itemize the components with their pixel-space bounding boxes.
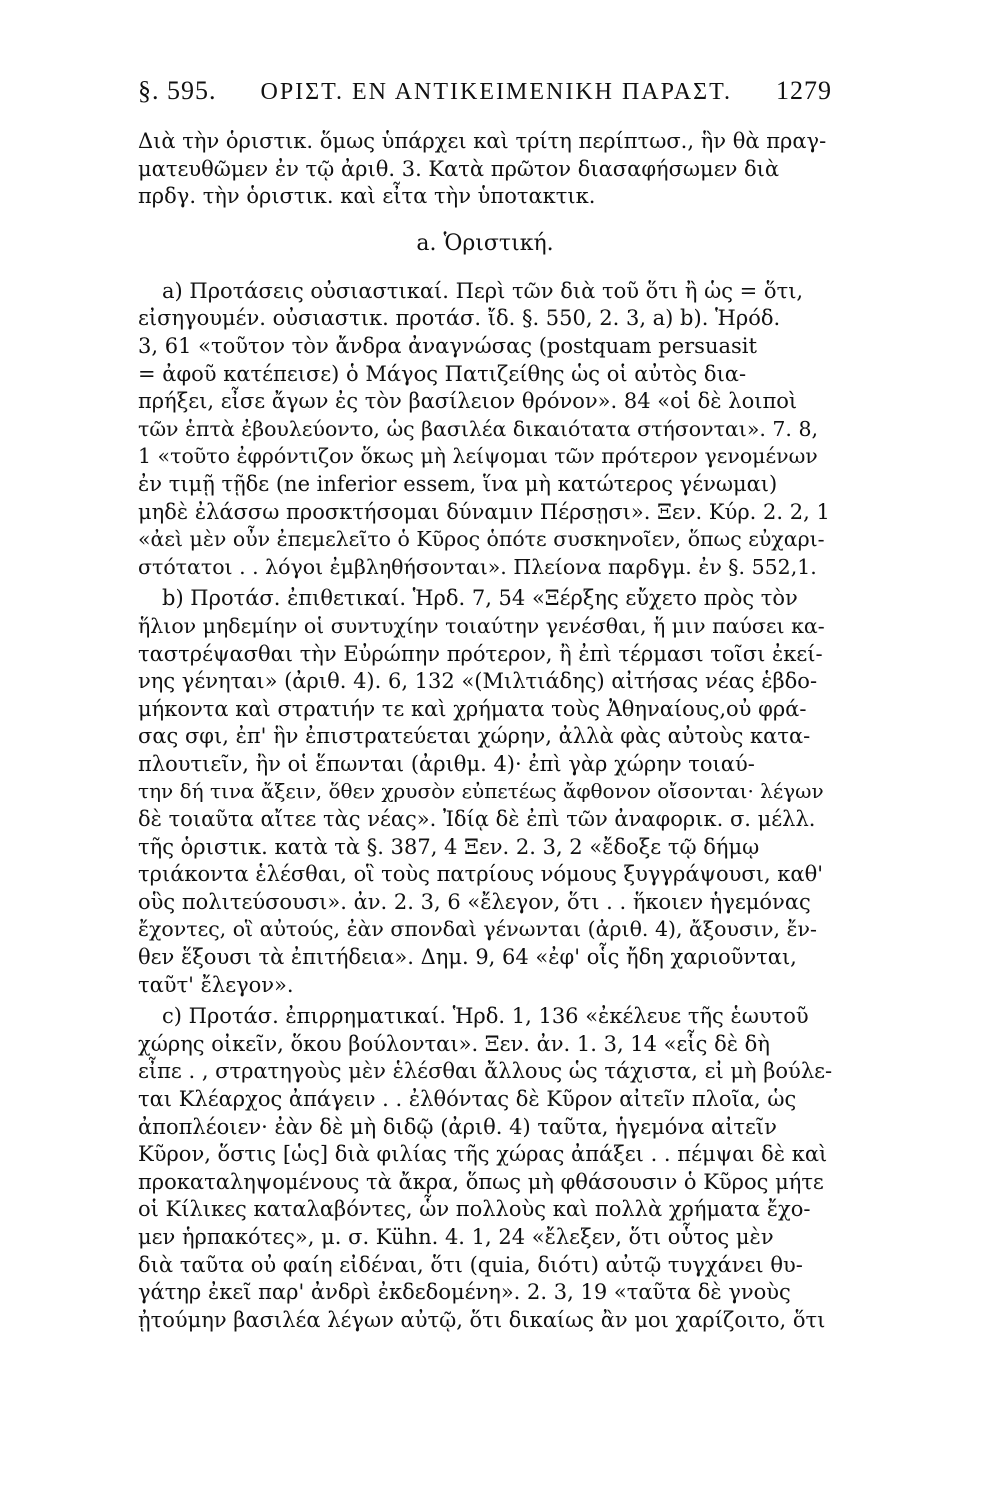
- paragraph-c: [138, 1003, 832, 1334]
- text-line: 3, 61 «τοῦτον τὸν ἄνδρα ἀναγνώσας (postquam persuasit: [138, 333, 757, 358]
- text-line: ἥλιον μηδεμίην οἱ συντυχίην τοιαύτην γενέσθαι, ἥ μιν παύσει κα-: [138, 613, 825, 638]
- text-line: μηδὲ ἐλάσσω προσκτήσομαι δύναμιν Πέρσῃσι». Ξεν. Κύρ. 2. 2, 1: [138, 499, 830, 524]
- text-line: οὓς πολιτεύσουσι». ἀν. 2. 3, 6 «ἔλεγον, ὅτι . . ἥκοιεν ἡγεμόνας: [138, 889, 811, 914]
- text-line: c) Προτάσ. ἐπιρρηματικαί. Ἡρδ. 1, 136 «ἐκέλευε τῆς ἑωυτοῦ: [162, 1004, 809, 1029]
- text-line: a) Προτάσεις οὐσιαστικαί. Περὶ τῶν διὰ τοῦ ὅτι ἢ ὡς = ὅτι,: [162, 278, 804, 303]
- paragraph-a: [138, 278, 832, 582]
- text-line: ἀποπλέοιεν· ἐὰν δὲ μὴ διδῷ (ἀριθ. 4) ταῦτα, ἡγεμόνα αἰτεῖν: [138, 1114, 777, 1139]
- text-line: ματευθῶμεν ἐν τῷ ἀριθ. 3. Κατὰ πρῶτον διασαφήσωμεν διὰ: [138, 156, 780, 181]
- text-line: θεν ἕξουσι τὰ ἐπιτήδεια». Δημ. 9, 64 «ἐφ' οἷς ἤδη χαριοῦνται,: [138, 945, 797, 970]
- running-title: ΟΡΙΣΤ. ΕΝ ΑΝΤΙΚΕΙΜΕΝΙΚΗ ΠΑΡΑΣΤ.: [260, 79, 732, 105]
- text-line: δὲ τοιαῦτα αἴτεε τὰς νέας». Ἰδίᾳ δὲ ἐπὶ τῶν ἀναφορικ. σ. μέλλ.: [138, 807, 816, 832]
- text-line: Κῦρον, ὅστις [ὡς] διὰ φιλίας τῆς χώρας ἀπάξει . . πέμψαι δὲ καὶ: [138, 1142, 828, 1167]
- text-line: μήκοντα καὶ στρατιήν τε καὶ χρήματα τοὺς Ἀθηναίους,οὐ φρά-: [138, 696, 807, 721]
- text-line: τῶν ἑπτὰ ἐβουλεύοντο, ὡς βασιλέα δικαιότατα στήσονται». 7. 8,: [138, 416, 819, 441]
- text-line: πρήξει, εἶσε ἄγων ἐς τὸν βασίλειον θρόνον». 84 «οἱ δὲ λοιποὶ: [138, 389, 798, 414]
- text-line: ᾐτούμην βασιλέα λέγων αὐτῷ, ὅτι δικαίως ἂν μοι χαρίζοιτο, ὅτι: [138, 1307, 826, 1332]
- text-line: «ἀεὶ μὲν οὖν ἐπεμελεῖτο ὁ Κῦρος ὁπότε συσκηνοῖεν, ὅπως εὐχαρι-: [138, 527, 825, 552]
- paragraph-b: [138, 585, 832, 999]
- text-line: νης γένηται» (ἀριθ. 4). 6, 132 «(Μιλτιάδης) αἰτήσας νέας ἑβδο-: [138, 669, 818, 694]
- text-line: ἔχοντες, οἳ αὐτούς, ἐὰν σπονδαὶ γένωνται (ἀριθ. 4), ἄξουσιν, ἔν-: [138, 917, 817, 942]
- text-line: μεν ἡρπακότες», μ. σ. Kühn. 4. 1, 24 «ἔλεξεν, ὅτι οὗτος μὲν: [138, 1224, 774, 1249]
- text-line: ται Κλέαρχος ἀπάγειν . . ἐλθόντας δὲ Κῦρον αἰτεῖν πλοῖα, ὡς: [138, 1087, 797, 1111]
- text-line: ταστρέψασθαι τὴν Εὐρώπην πρότερον, ἢ ἐπὶ τέρμασι τοῖσι ἐκεί-: [138, 641, 823, 666]
- text-line: ταῦτ' ἔλεγον».: [138, 972, 294, 997]
- intro-paragraph: [138, 128, 832, 211]
- text-line: τῆς ὁριστικ. κατὰ τὰ §. 387, 4 Ξεν. 2. 3, 2 «ἔδοξε τῷ δήμῳ: [138, 834, 760, 859]
- text-line: b) Προτάσ. ἐπιθετικαί. Ἡρδ. 7, 54 «Ξέρξης εὔχετο πρὸς τὸν: [162, 586, 798, 611]
- page-number: 1279: [776, 76, 832, 105]
- text-line: προκαταληψομένους τὰ ἄκρα, ὅπως μὴ φθάσουσιν ὁ Κῦρος μήτε: [138, 1169, 824, 1194]
- text-line: εἶπε . , στρατηγοὺς μὲν ἑλέσθαι ἄλλους ὡς τάχιστα, εἰ μὴ βούλε-: [138, 1059, 833, 1084]
- text-line: Διὰ τὴν ὁριστικ. ὅμως ὑπάρχει καὶ τρίτη περίπτωσ., ἣν θὰ πραγ-: [138, 129, 827, 153]
- text-line: 1 «τοῦτο ἐφρόντιζον ὅκως μὴ λείψομαι τῶν πρότερον γενομένων: [138, 444, 818, 469]
- section-number: §. 595.: [138, 76, 217, 105]
- text-line: οἱ Κίλικες καταλαβόντες, ὧν πολλοὺς καὶ πολλὰ χρήματα ἔχο-: [138, 1197, 811, 1222]
- running-header: [138, 76, 832, 106]
- text-line: γάτηρ ἐκεῖ παρ' ἀνδρὶ ἐκδεδομένη». 2. 3, 19 «ταῦτα δὲ γνοὺς: [138, 1280, 791, 1305]
- text-line: σας σφι, ἐπ' ἣν ἐπιστρατεύεται χώρην, ἀλλὰ φὰς αὐτοὺς κατα-: [138, 724, 811, 749]
- text-line: τριάκοντα ἑλέσθαι, οἳ τοὺς πατρίους νόμους ξυγγράψουσι, καθ': [138, 862, 824, 887]
- text-line: εἰσηγουμέν. οὐσιαστικ. προτάσ. ἴδ. §. 550, 2. 3, a) b). Ἡρόδ.: [138, 306, 781, 331]
- text-line: = ἀφοῦ κατέπεισε) ὁ Μάγος Πατιζείθης ὡς οἱ αὐτὸς δια-: [138, 361, 747, 386]
- text-line: ἐν τιμῇ τῇδε (ne inferior essem, ἵνα μὴ κατώτερος γένωμαι): [138, 471, 778, 496]
- text-line: διὰ ταῦτα οὐ φαίη εἰδέναι, ὅτι (quia, διότι) αὐτῷ τυγχάνει θυ-: [138, 1252, 803, 1277]
- text-line: χώρης οἰκεῖν, ὅκου βούλονται». Ξεν. ἀν. 1. 3, 14 «εἷς δὲ δὴ: [138, 1031, 770, 1056]
- text-line: πλουτιεῖν, ἢν οἱ ἕπωνται (ἀριθμ. 4)· ἐπὶ γὰρ χώρην τοιαύ-: [138, 751, 755, 776]
- text-line: πρδγ. τὴν ὁριστικ. καὶ εἶτα τὴν ὑποτακτικ.: [138, 184, 596, 209]
- section-heading: a. Ὁριστική.: [416, 230, 554, 256]
- text-line: στότατοι . . λόγοι ἐμβληθήσονται». Πλείονα παρδγμ. ἐν §. 552,1.: [138, 554, 817, 579]
- text-line: την δή τινα ἄξειν, ὅθεν χρυσὸν εὐπετέως ἄφθονον οἴσονται· λέγων: [138, 779, 824, 804]
